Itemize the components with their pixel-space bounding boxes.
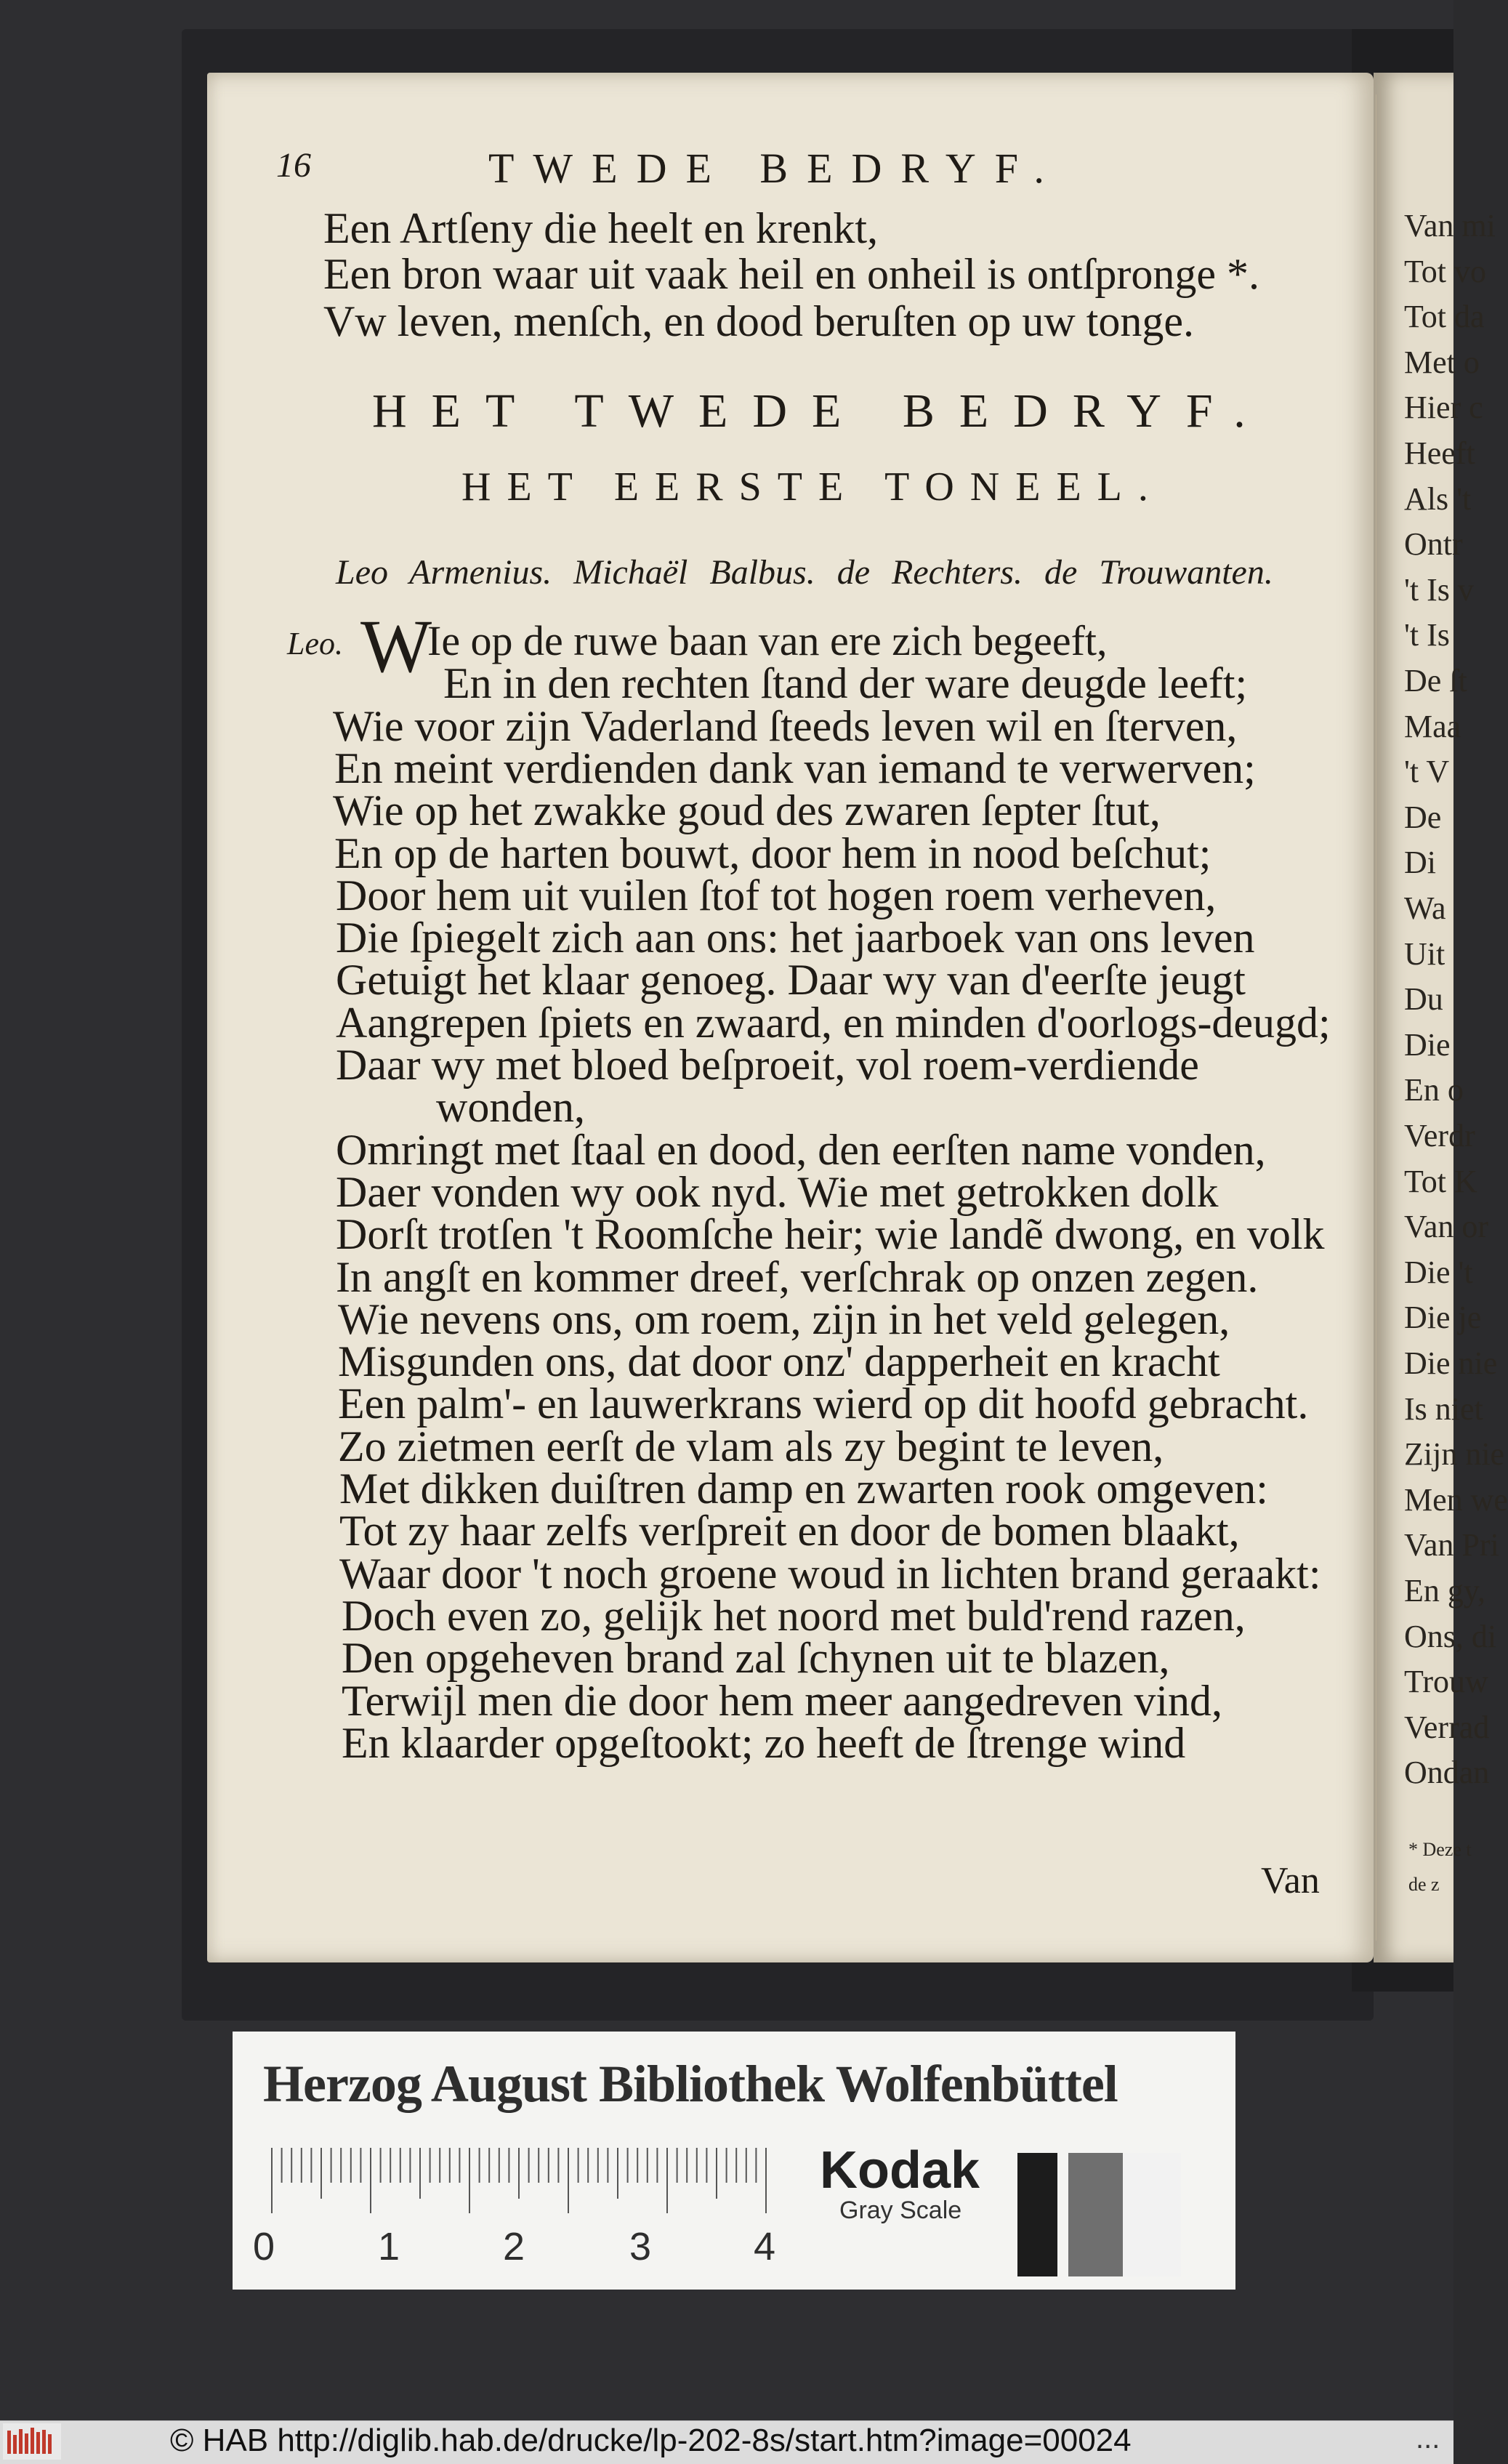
next-page-line: Verrad xyxy=(1404,1710,1490,1745)
scale-number: 1 xyxy=(378,2225,400,2268)
next-page-line: Met o xyxy=(1404,345,1480,380)
verse-line: Terwijl men die door hem meer aangedreven vind, xyxy=(342,1677,1223,1725)
next-page-line: Du xyxy=(1404,981,1443,1017)
next-page-line: Die xyxy=(1404,1027,1451,1063)
next-page-line: Hier c xyxy=(1404,390,1483,425)
verse-line: wonden, xyxy=(436,1083,585,1131)
next-page-line: Ondan xyxy=(1404,1755,1490,1790)
next-page-line: Als 't xyxy=(1404,481,1472,517)
scale-number: 3 xyxy=(629,2225,652,2268)
verse-line: Met dikken duiſtren damp en zwarten rook omgeven: xyxy=(339,1465,1268,1513)
scale-number: 2 xyxy=(503,2225,525,2268)
next-page-line: Van Pri xyxy=(1404,1527,1499,1563)
more-menu-button[interactable]: ... xyxy=(1416,2423,1440,2455)
kodak-logo: Kodak xyxy=(820,2141,980,2199)
verse-line: Zo zietmen eerſt de vlam als zy begint te leven, xyxy=(338,1422,1164,1470)
next-page-line: Uit xyxy=(1404,936,1445,972)
verse-line: En op de harten bouwt, door hem in nood beſchut; xyxy=(334,829,1211,877)
next-page-line: Trouw xyxy=(1404,1664,1488,1699)
verse-line: Den opgeheven brand zal ſchynen uit te blazen, xyxy=(342,1634,1170,1682)
copyright-url-link[interactable]: © HAB http://diglib.hab.de/drucke/lp-202-8s/start.htm?image=00024 xyxy=(170,2423,1132,2458)
page-number: 16 xyxy=(276,146,311,185)
next-page-line: Heeft xyxy=(1404,435,1475,471)
next-page-line: Van or xyxy=(1404,1209,1489,1244)
hab-logo-icon xyxy=(3,2423,61,2460)
next-page-line: Ontr xyxy=(1404,526,1463,562)
verse-line: Door hem uit vuilen ſtof tot hogen roem verheven, xyxy=(336,871,1217,919)
next-page-line: Tot vo xyxy=(1404,254,1487,289)
next-page-line: Die 't xyxy=(1404,1255,1473,1290)
next-page-line: Tot K xyxy=(1404,1164,1477,1199)
verse-line: Wie op het zwakke goud des zwaren ſepter ſtut, xyxy=(333,786,1161,834)
verse-line: Daer vonden wy ook nyd. Wie met getrokken dolk xyxy=(336,1168,1219,1216)
next-page-line: Van mi xyxy=(1404,208,1496,243)
gray-patch-dark xyxy=(1017,2153,1057,2276)
verse-line: Een palm'- en lauwerkrans wierd op dit hoofd gebracht. xyxy=(338,1380,1309,1428)
gray-scale-label: Gray Scale xyxy=(839,2197,962,2224)
act-heading: HET TWEDE BEDRYF. xyxy=(372,385,1270,438)
next-page-line: Die je xyxy=(1404,1300,1482,1335)
next-page-line: 't V xyxy=(1404,754,1450,789)
verse-line: Aangrepen ſpiets en zwaard, en minden d'oorlogs-deugd; xyxy=(336,999,1331,1047)
verse-line: Getuigt het klaar genoeg. Daar wy van d'eerſte jeugt xyxy=(336,956,1246,1004)
drop-cap: W xyxy=(360,605,432,688)
verse-line: Dorſt trotſen 't Roomſche heir; wie landẽ dwong, en volk xyxy=(336,1210,1325,1258)
text-line: Een Artſeny die heelt en krenkt, xyxy=(323,204,879,252)
scene-heading: HET EERSTE TONEEL. xyxy=(461,464,1164,510)
verse-line: Omringt met ſtaal en dood, den eerſten name vonden, xyxy=(336,1126,1266,1174)
next-page-footnote: de z xyxy=(1408,1874,1440,1895)
verse-line: Wie voor zijn Vaderland ſteeds leven wil en ſterven, xyxy=(333,702,1238,750)
next-page-line: Di xyxy=(1404,845,1436,880)
next-page-line: Die nie xyxy=(1404,1345,1498,1381)
next-page-line: Verdr xyxy=(1404,1118,1475,1154)
verse-line: In angſt en kommer dreef, verſchrak op onzen zegen. xyxy=(336,1253,1259,1301)
ruler-scale xyxy=(263,2148,779,2217)
next-page-footnote: * Deze t xyxy=(1408,1839,1472,1860)
next-page-line: Tot da xyxy=(1404,299,1485,334)
next-page-line: 't Is xyxy=(1404,617,1450,653)
text-line: Een bron waar uit vaak heil en onheil is ontſpronge *. xyxy=(323,250,1259,298)
next-page-line: En o xyxy=(1404,1072,1464,1108)
verse-line: En in den rechten ſtand der ware deugde leeft; xyxy=(443,659,1248,707)
verse-line: Wie nevens ons, om roem, zijn in het veld gelegen, xyxy=(338,1295,1230,1343)
gray-patch-light xyxy=(1123,2153,1181,2276)
verse-line: En meint verdienden dank van iemand te verwerven; xyxy=(334,744,1256,792)
next-page-line: Wa xyxy=(1404,890,1446,926)
scale-number: 4 xyxy=(754,2225,776,2268)
verse-line: En klaarder opgeſtookt; zo heeft de ſtrenge wind xyxy=(342,1719,1186,1767)
verse-line: Tot zy haar zelfs verſpreit en door de bomen blaakt, xyxy=(339,1507,1240,1555)
gray-patch-mid xyxy=(1068,2153,1123,2276)
next-page-line: De ſt xyxy=(1404,663,1467,698)
running-head: TWEDE BEDRYF. xyxy=(488,145,1063,192)
next-page-line: Zijn nie xyxy=(1404,1436,1505,1472)
next-page-line: Maa xyxy=(1404,709,1461,744)
scale-number: 0 xyxy=(253,2225,275,2268)
verse-line: Waar door 't noch groene woud in lichten brand geraakt: xyxy=(339,1550,1321,1598)
next-page-line: 't Is v xyxy=(1404,572,1474,608)
verse-line: Doch even zo, gelijk het noord met buld'rend razen, xyxy=(342,1592,1246,1640)
catchword: Van xyxy=(1261,1860,1320,1901)
next-page-line: Ons, di xyxy=(1404,1619,1497,1654)
next-page-line: De xyxy=(1404,800,1442,835)
cast-list: Leo Armenius. Michaël Balbus. de Rechters. de Trouwanten. xyxy=(336,553,1273,592)
verse-line: Ie op de ruwe baan van ere zich begeeft, xyxy=(427,617,1108,664)
verse-line: Daar wy met bloed beſproeit, vol roem-verdiende xyxy=(336,1041,1199,1089)
speaker-label: Leo. xyxy=(287,626,343,661)
text-line: Vw leven, menſch, en dood beruſten op uw tonge. xyxy=(323,297,1195,345)
verse-line: Misgunden ons, dat door onz' dapperheit en kracht xyxy=(338,1337,1220,1385)
library-name: Herzog August Bibliothek Wolfenbüttel xyxy=(263,2055,1118,2113)
verse-line: Die ſpiegelt zich aan ons: het jaarboek van ons leven xyxy=(336,914,1255,962)
next-page-line: Men we xyxy=(1404,1482,1508,1518)
next-page-line: Is niet xyxy=(1404,1391,1483,1427)
next-page-line: En gy, xyxy=(1404,1573,1486,1609)
